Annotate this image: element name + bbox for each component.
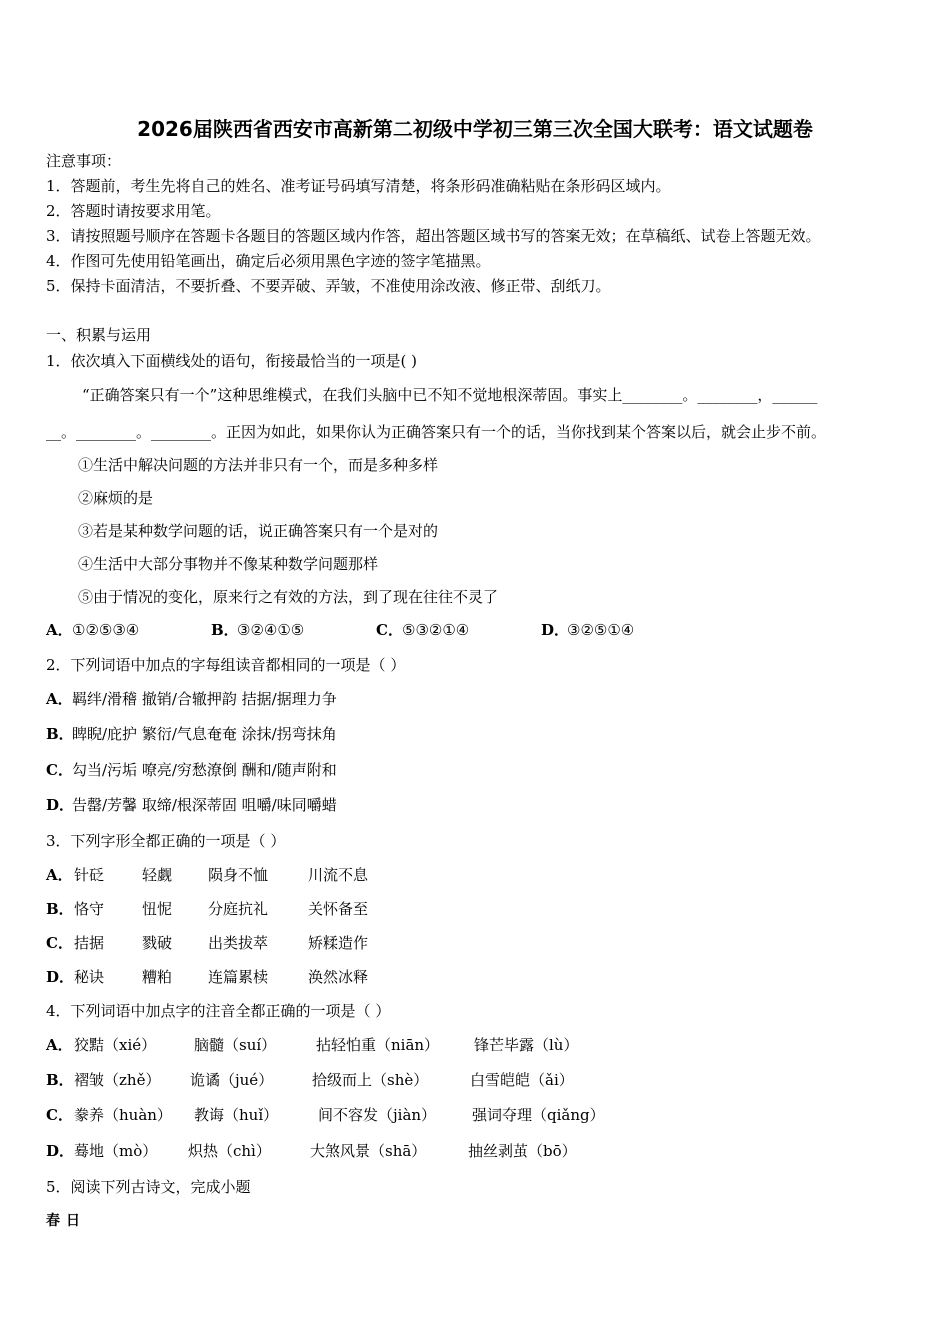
word: 锋芒毕露（lù） — [474, 1036, 579, 1054]
question-1-options — [46, 620, 926, 640]
option-a[interactable]: A． 狡黠（xié） 脑髓（suí） 拈轻怕重（niān） 锋芒毕露（lù） — [46, 1036, 579, 1054]
question-3-stem: 3．下列字形全都正确的一项是（ ） — [46, 832, 286, 850]
option-c[interactable]: C． 豢养（huàn） 教诲（huǐ） 间不容发（jiàn） 强词夺理（qiǎng） — [46, 1106, 605, 1124]
section-heading: 一、积累与运用 — [46, 326, 152, 344]
option-d[interactable]: D．告罄/芳馨 取缔/根深蒂固 咀嚼/味同嚼蜡 — [46, 796, 337, 814]
word: 大煞风景（shā） — [310, 1142, 427, 1160]
word: 狡黠（xié） — [74, 1036, 157, 1054]
word: 白雪皑皑（ǎi） — [470, 1071, 574, 1089]
option-d[interactable]: D． 秘诀 糟粕 连篇累椟 涣然冰释 — [46, 968, 369, 986]
notice-item: 2．答题时请按要求用笔。 — [46, 202, 221, 220]
word: 拮据 — [74, 934, 105, 952]
word: 分庭抗礼 — [208, 900, 269, 918]
option-a[interactable]: A． 针砭 轻觑 陨身不恤 川流不息 — [46, 866, 369, 884]
question-1-item: ②麻烦的是 — [78, 489, 154, 507]
word: 关怀备至 — [308, 900, 369, 918]
word: 强词夺理（qiǎng） — [472, 1106, 605, 1124]
word: 褶皱（zhě） — [74, 1071, 161, 1089]
question-1-passage-cont: __。________。________。正因为如此，如果你认为正确答案只有一个的话，当你找到某个答案以后，就会止步不前。 — [46, 423, 827, 441]
word: 恪守 — [74, 900, 105, 918]
word: 教诲（huǐ） — [194, 1106, 279, 1124]
question-1-stem: 1．依次填入下面横线处的语句，衔接最恰当的一项是( ) — [46, 352, 418, 370]
notice-item: 3．请按照题号顺序在答题卡各题目的答题区域内作答，超出答题区域书写的答案无效；在草稿纸、试卷上答题无效。 — [46, 227, 821, 245]
word: 诡谲（jué） — [190, 1071, 274, 1089]
poem-title: 春日 — [46, 1213, 86, 1229]
option-b[interactable]: B． 恪守 忸怩 分庭抗礼 关怀备至 — [46, 900, 369, 918]
word: 陨身不恤 — [208, 866, 269, 884]
word: 糟粕 — [142, 968, 173, 986]
word: 秘诀 — [74, 968, 105, 986]
notice-item: 5．保持卡面清洁，不要折叠、不要弄破、弄皱，不准使用涂改液、修正带、刮纸刀。 — [46, 277, 611, 295]
word: 间不容发（jiàn） — [318, 1106, 437, 1124]
word: 涣然冰释 — [308, 968, 369, 986]
option-c[interactable]: C．勾当/污垢 嘹亮/穷愁潦倒 酬和/随声附和 — [46, 761, 337, 779]
word: 连篇累椟 — [208, 968, 269, 986]
option-b[interactable]: B．③②④①⑤ — [211, 621, 305, 639]
page-title: 2026届陕西省西安市高新第二初级中学初三第三次全国大联考：语文试题卷 — [137, 117, 813, 141]
question-5-stem: 5．阅读下列古诗文，完成小题 — [46, 1178, 251, 1196]
option-c[interactable]: C．⑤③②①④ — [376, 621, 470, 639]
word: 忸怩 — [142, 900, 173, 918]
word: 矫糅造作 — [308, 934, 369, 952]
word: 拈轻怕重（niān） — [316, 1036, 440, 1054]
word: 轻觑 — [142, 866, 173, 884]
word: 拾级而上（shè） — [312, 1071, 429, 1089]
word: 脑髓（suí） — [194, 1036, 277, 1054]
option-c[interactable]: C． 拮据 戮破 出类拔萃 矫糅造作 — [46, 934, 369, 952]
option-a[interactable]: A．①②⑤③④ — [46, 621, 140, 639]
word: 出类拔萃 — [208, 934, 269, 952]
question-1-passage: “正确答案只有一个”这种思维模式，在我们头脑中已不知不觉地根深蒂固。事实上________。________，______ — [82, 386, 818, 404]
word: 蓦地（mò） — [74, 1142, 158, 1160]
question-1-item: ⑤由于情况的变化，原来行之有效的方法，到了现在往往不灵了 — [78, 588, 499, 606]
question-1-item: ③若是某种数学问题的话，说正确答案只有一个是对的 — [78, 522, 439, 540]
notice-item: 4．作图可先使用铅笔画出，确定后必须用黑色字迹的签字笔描黑。 — [46, 252, 491, 270]
word: 戮破 — [142, 934, 173, 952]
question-4-stem: 4．下列词语中加点字的注音全都正确的一项是（ ） — [46, 1002, 391, 1020]
question-1-item: ①生活中解决问题的方法并非只有一个，而是多种多样 — [78, 456, 439, 474]
word: 川流不息 — [308, 866, 369, 884]
question-2-stem: 2．下列词语中加点的字每组读音都相同的一项是（ ） — [46, 656, 406, 674]
notice-item: 1．答题前，考生先将自己的姓名、准考证号码填写清楚，将条形码准确粘贴在条形码区域内。 — [46, 177, 671, 195]
notice-heading: 注意事项： — [46, 152, 122, 170]
question-1-item: ④生活中大部分事物并不像某种数学问题那样 — [78, 555, 379, 573]
option-a[interactable]: A．羁绊/滑稽 撤销/合辙押韵 拮据/据理力争 — [46, 690, 337, 708]
option-d[interactable]: D．③②⑤①④ — [541, 621, 635, 639]
option-b[interactable]: B．睥睨/庇护 繁衍/气息奄奄 涂抹/拐弯抹角 — [46, 725, 337, 743]
option-d[interactable]: D． 蓦地（mò） 炽热（chì） 大煞风景（shā） 抽丝剥茧（bō） — [46, 1142, 577, 1160]
word: 针砭 — [74, 866, 105, 884]
word: 抽丝剥茧（bō） — [468, 1142, 577, 1160]
option-b[interactable]: B． 褶皱（zhě） 诡谲（jué） 拾级而上（shè） 白雪皑皑（ǎi） — [46, 1071, 574, 1089]
word: 炽热（chì） — [188, 1142, 271, 1160]
word: 豢养（huàn） — [74, 1106, 172, 1124]
